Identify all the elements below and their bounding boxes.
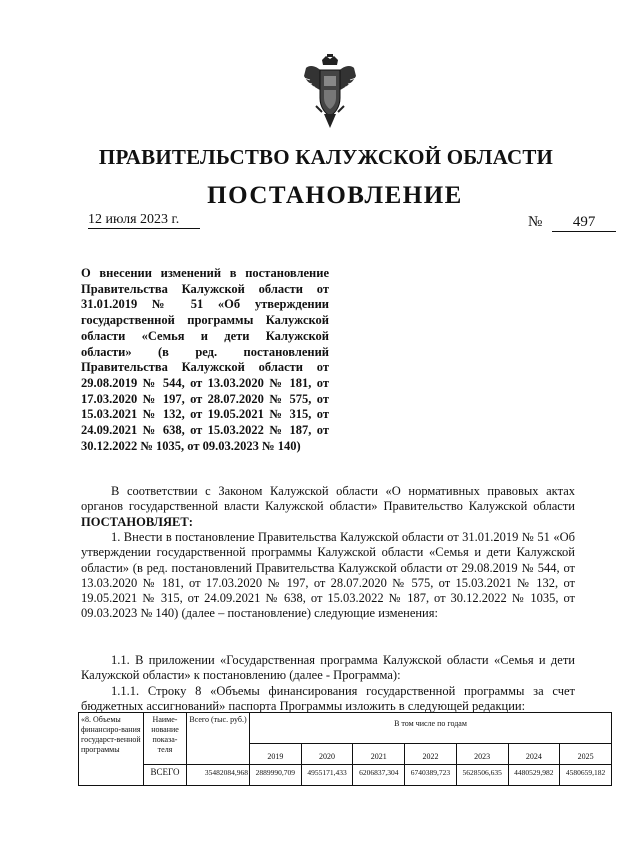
year-value-cell: 4480529,982: [508, 765, 560, 786]
table-row: [79, 765, 612, 786]
document-number: [528, 214, 616, 232]
row-name-cell: ВСЕГО: [144, 765, 187, 786]
col-name-header: Наиме-нование показа-теля: [144, 713, 187, 765]
year-header: 2022: [405, 744, 457, 765]
kaluga-coat-of-arms-icon: [300, 54, 360, 130]
document-date: 12 июля 2023 г.: [88, 212, 200, 229]
paragraph-1: 1. Внести в постановление Правительства Калужской области от 31.01.2019 № 51 «Об утверждении государственной программы Калужской области «Семья и дети Калужской области» (в ред. постановлений Правительства Калужской области от 29.08.2019 № 544, от 13.03.2020 № 181, от 17.03.2020 № 197, от 28.07.2020 № 575, от 15.03.2021 № 132, от 19.05.2021 № 315, от 24.09.2021 № 638, от 15.03.2022 № 187, от 30.12.2022 № 1035, от 09.03.2023 № 140) (далее – постановление) следующие изменения:: [81, 530, 575, 621]
government-name: ПРАВИТЕЛЬСТВО КАЛУЖСКОЙ ОБЛАСТИ: [98, 145, 554, 169]
intro-text: В соответствии с Законом Калужской области «О нормативных правовых актах органов государственной власти Калужской области» Правительство Калужской области: [81, 484, 575, 514]
number-label: №: [528, 214, 543, 230]
year-value-cell: 6206837,304: [353, 765, 405, 786]
year-value-cell: 4580659,182: [560, 765, 612, 786]
year-value-cell: 4955171,433: [301, 765, 353, 786]
intro-paragraph: [81, 484, 575, 530]
year-header: 2025: [560, 744, 612, 765]
year-header: 2024: [508, 744, 560, 765]
resolution-title: О внесении изменений в постановление Правительства Калужской области от 31.01.2019 № 51 «Об утверждении государственной программы Калужской области «Семья и дети Калужской области» (в ред. постановлений Правительства Калужской области от 29.08.2019 № 544, от 13.03.2020 № 181, от 17.03.2020 № 197, от 28.07.2020 № 575, от 15.03.2021 № 132, от 19.05.2021 № 315, от 24.09.2021 № 638, от 15.03.2022 № 187, от 30.12.2022 № 1035, от 09.03.2023 № 140): [81, 266, 329, 453]
paragraph-1-1: 1.1. В приложении «Государственная программа Калужской области «Семья и дети Калужской области» к постановлению (далее - Программа):: [81, 653, 575, 683]
paragraph-1-1-1: 1.1.1. Строку 8 «Объемы финансирования государственной программы за счет бюджетных ассигнований» паспорта Программы изложить в следующей редакции:: [81, 684, 575, 714]
table-header-row: [79, 713, 612, 744]
row-label-cell: «8. Объемы финансиро-вания государст-венной программы: [79, 713, 144, 786]
col-total-header: Всего (тыс. руб.): [187, 713, 250, 765]
number-value: 497: [552, 214, 616, 232]
year-header: 2023: [456, 744, 508, 765]
year-value-cell: 6740389,723: [405, 765, 457, 786]
year-value-cell: 2889990,709: [250, 765, 302, 786]
year-header: 2021: [353, 744, 405, 765]
year-header: 2019: [250, 744, 302, 765]
years-group-header: В том числе по годам: [250, 713, 612, 744]
row-total-cell: 35482084,968: [187, 765, 250, 786]
financing-table: [78, 712, 612, 786]
resolves-word: ПОСТАНОВЛЯЕТ:: [81, 514, 193, 529]
document-type: ПОСТАНОВЛЕНИЕ: [207, 182, 463, 209]
year-header: 2020: [301, 744, 353, 765]
year-value-cell: 5628506,635: [456, 765, 508, 786]
